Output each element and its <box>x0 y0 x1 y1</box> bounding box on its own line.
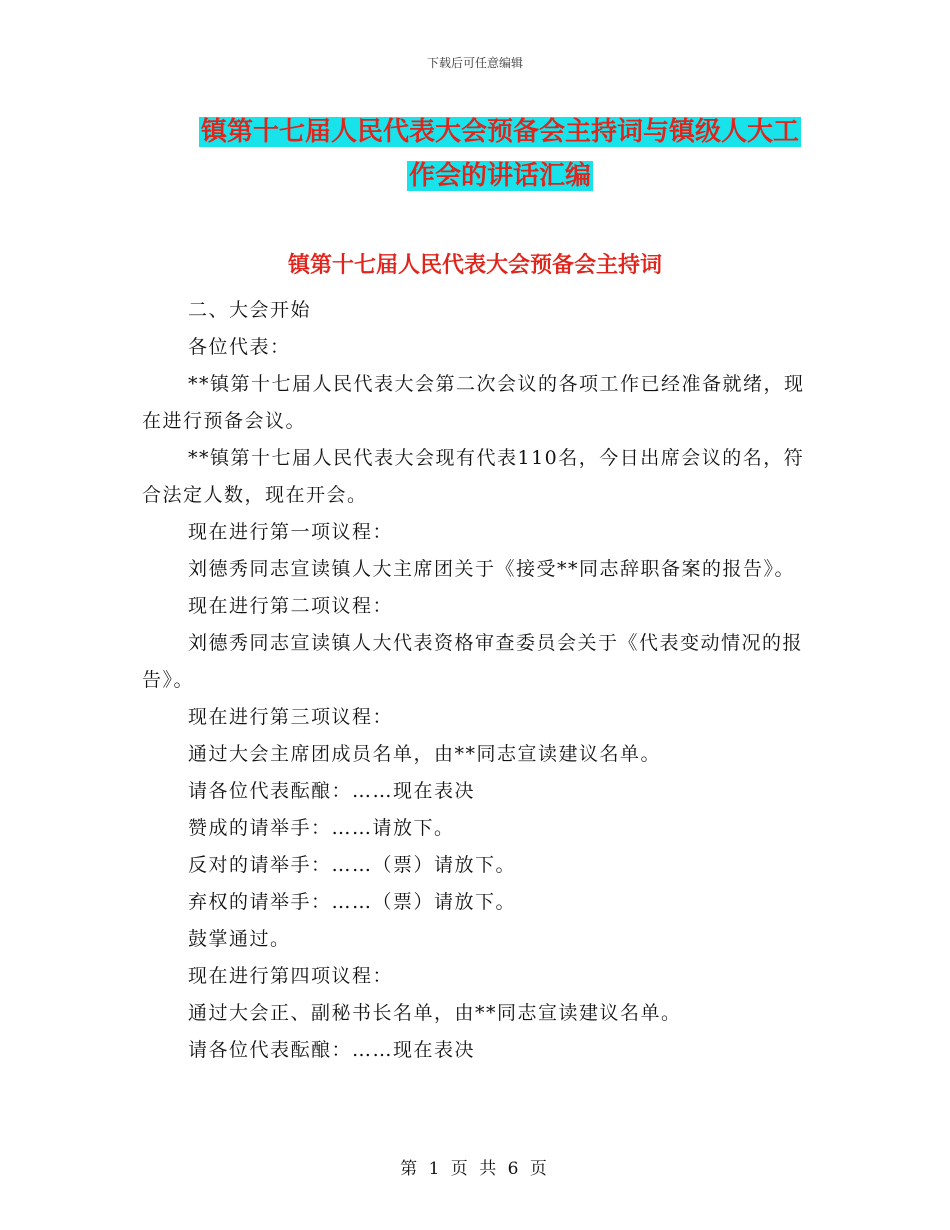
paragraph: **镇第十七届人民代表大会第二次会议的各项工作已经准备就绪，现在进行预备会议。 <box>142 373 805 432</box>
paragraph: 赞成的请举手：……请放下。 <box>188 817 455 839</box>
paragraph: 请各位代表酝酿：……现在表决 <box>188 780 476 802</box>
paragraph: 现在进行第四项议程： <box>188 965 394 987</box>
section-title: 镇第十七届人民代表大会预备会主持词 <box>287 253 662 278</box>
paragraph: 现在进行第一项议程： <box>188 521 394 543</box>
paragraph: 刘德秀同志宣读镇人大主席团关于《接受**同志辞职备案的报告》。 <box>188 558 796 580</box>
paragraph: 反对的请举手：……（票）请放下。 <box>188 854 517 876</box>
paragraph: 请各位代表酝酿：……现在表决 <box>188 1039 476 1061</box>
paragraph: 通过大会主席团成员名单，由**同志宣读建议名单。 <box>188 743 662 765</box>
paragraph: 各位代表： <box>188 336 291 358</box>
title-line-1: 镇第十七届人民代表大会预备会主持词与镇级人大工 <box>200 117 799 147</box>
paragraph: **镇第十七届人民代表大会现有代表110名，今日出席会议的名，符合法定人数，现在开会。 <box>142 447 805 506</box>
paragraph: 现在进行第三项议程： <box>188 706 394 728</box>
paragraph: 鼓掌通过。 <box>188 928 291 950</box>
document-body <box>142 292 810 1069</box>
document-title <box>190 110 810 198</box>
paragraph: 现在进行第二项议程： <box>188 595 394 617</box>
page-footer: 第 1 页 共 6 页 <box>400 1159 550 1179</box>
paragraph: 通过大会正、副秘书长名单，由**同志宣读建议名单。 <box>188 1002 682 1024</box>
paragraph: 二、大会开始 <box>188 299 312 321</box>
paragraph: 刘德秀同志宣读镇人大代表资格审查委员会关于《代表变动情况的报告》。 <box>142 632 804 691</box>
paragraph: 弃权的请举手：……（票）请放下。 <box>188 891 517 913</box>
title-line-2: 作会的讲话汇编 <box>408 161 591 191</box>
header-note: 下载后可任意编辑 <box>426 56 523 70</box>
